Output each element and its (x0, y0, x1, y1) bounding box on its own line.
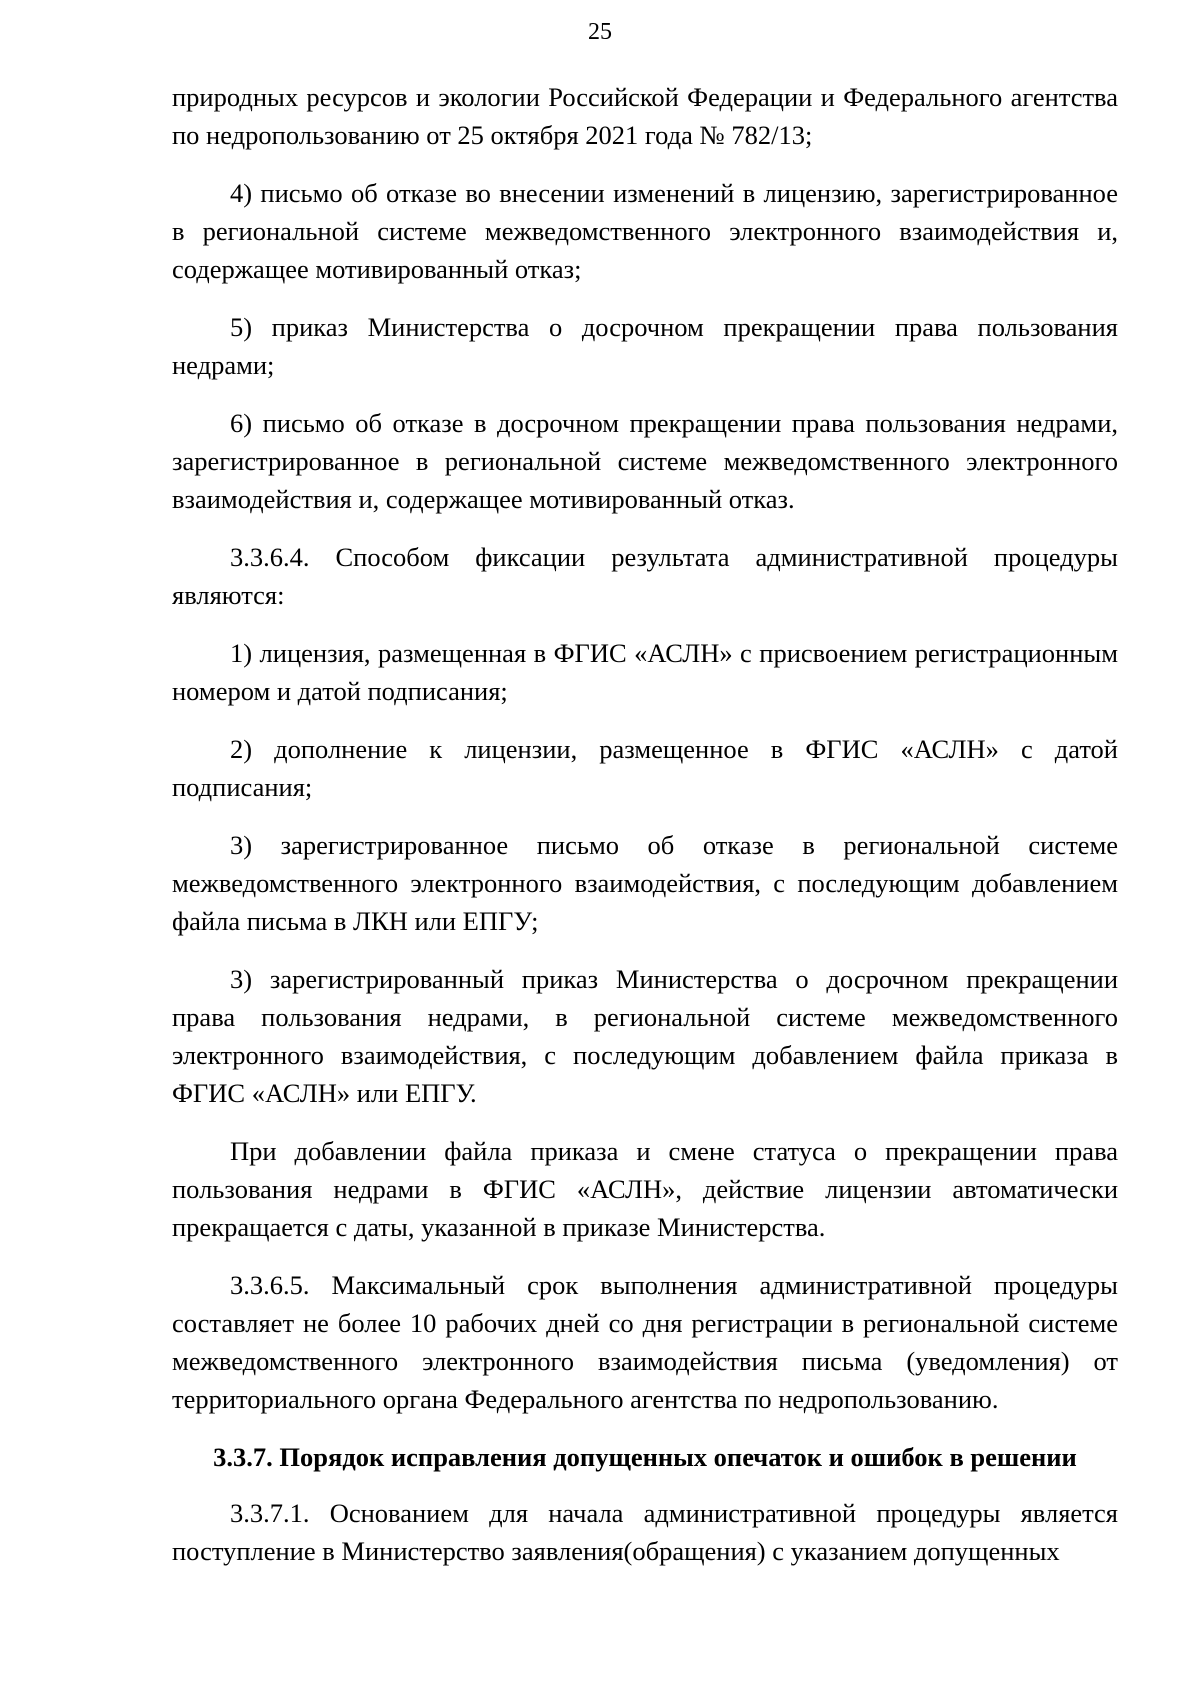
result-item-2: 2) дополнение к лицензии, размещенное в ФГИС «АСЛН» с датой подписания; (172, 734, 1118, 802)
section-3-3-6-5: 3.3.6.5. Максимальный срок выполнения административной процедуры составляет не более 10 рабочих дней со дня регистрации в региональной системе межведомственного электронного взаимодействия письма (уведомления) от территориального органа Федерального агентства по недропользованию. (172, 1270, 1118, 1414)
section-heading-3-3-7: 3.3.7. Порядок исправления допущенных опечаток и ошибок в решении (213, 1442, 1077, 1472)
result-item-3b: 3) зарегистрированный приказ Министерства о досрочном прекращении права пользования недрами, в региональной системе межведомственного электронного взаимодействия, с последующим добавлением файла приказа в ФГИС «АСЛН» или ЕПГУ. (172, 964, 1118, 1108)
list-item-4: 4) письмо об отказе во внесении изменений в лицензию, зарегистрированное в региональной системе межведомственного электронного взаимодействия и, содержащее мотивированный отказ; (172, 178, 1118, 284)
paragraph-continuation: природных ресурсов и экологии Российской Федерации и Федерального агентства по недропользованию от 25 октября 2021 года № 782/13; (172, 82, 1118, 150)
list-item-6: 6) письмо об отказе в досрочном прекращении права пользования недрами, зарегистрированное в региональной системе межведомственного электронного взаимодействия и, содержащее мотивированный отказ. (172, 408, 1118, 514)
page-number: 25 (588, 19, 612, 45)
list-item-5: 5) приказ Министерства о досрочном прекращении права пользования недрами; (172, 312, 1118, 380)
section-3-3-6-4: 3.3.6.4. Способом фиксации результата административной процедуры являются: (172, 542, 1118, 610)
section-3-3-7-1: 3.3.7.1. Основанием для начала административной процедуры является поступление в Министерство заявления(обращения) с указанием допущенных (172, 1498, 1118, 1566)
result-item-3a: 3) зарегистрированное письмо об отказе в региональной системе межведомственного электронного взаимодействия, с последующим добавлением файла письма в ЛКН или ЕПГУ; (172, 830, 1118, 936)
termination-paragraph: При добавлении файла приказа и смене статуса о прекращении права пользования недрами в ФГИС «АСЛН», действие лицензии автоматически прекращается с даты, указанной в приказе Министерства. (172, 1136, 1118, 1242)
result-item-1: 1) лицензия, размещенная в ФГИС «АСЛН» с присвоением регистрационным номером и датой подписания; (172, 638, 1118, 706)
document-body (172, 78, 1118, 1590)
